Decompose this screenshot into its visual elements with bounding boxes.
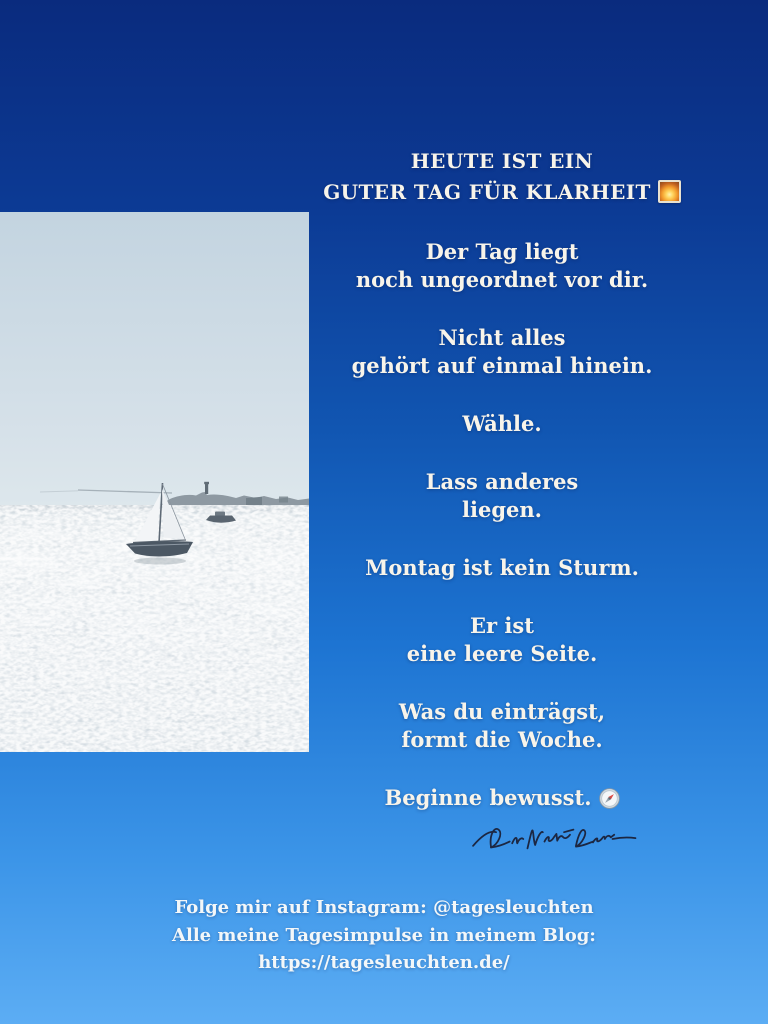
footer-url: https://tagesleuchten.de/ [258, 952, 510, 973]
title-line-2: GUTER TAG FÜR KLARHEIT [323, 180, 651, 204]
page-title [310, 146, 694, 208]
quote-paragraph [310, 468, 694, 524]
quote-text-line: liegen. [462, 497, 542, 522]
quote-text-line: Lass anderes [425, 469, 579, 494]
quote-paragraph [310, 612, 694, 668]
quote-text-line: eine leere Seite. [406, 641, 598, 666]
quote-text-line: Nicht alles [438, 325, 566, 350]
compass-icon [599, 788, 620, 809]
handwritten-author-signature [468, 816, 638, 862]
closing-text: Beginne bewusst. [384, 785, 592, 810]
footer-blog-line: Alle meine Tagesimpulse in meinem Blog: [172, 924, 596, 946]
quote-text-line: formt die Woche. [401, 727, 603, 752]
sunrise-icon [658, 180, 681, 203]
quote-paragraph [310, 324, 694, 380]
quote-text-line: Was du einträgst, [398, 699, 606, 724]
quote-text-line: Der Tag liegt [425, 239, 579, 264]
sea-photo-illustration [0, 212, 309, 752]
quote-paragraph [310, 410, 694, 438]
quote-text-line: gehört auf einmal hinein. [351, 353, 653, 378]
quote-text-line: noch ungeordnet vor dir. [355, 267, 649, 292]
quote-paragraph [310, 554, 694, 582]
footer-instagram-line: Folge mir auf Instagram: @tagesleuchten [174, 897, 594, 918]
quote-paragraph [310, 238, 694, 294]
quote-text-line: Wähle. [462, 411, 542, 436]
quote-text-line: Montag ist kein Sturm. [365, 555, 639, 580]
signature-scrawl [468, 816, 638, 862]
quote-paragraph [310, 698, 694, 754]
sailboat-sea-photo [0, 212, 309, 752]
quote-column [310, 146, 694, 812]
quote-text-line: Er ist [470, 613, 534, 638]
footer [0, 894, 768, 977]
closing-line [310, 784, 694, 812]
title-line-1: HEUTE IST EIN [410, 149, 594, 173]
